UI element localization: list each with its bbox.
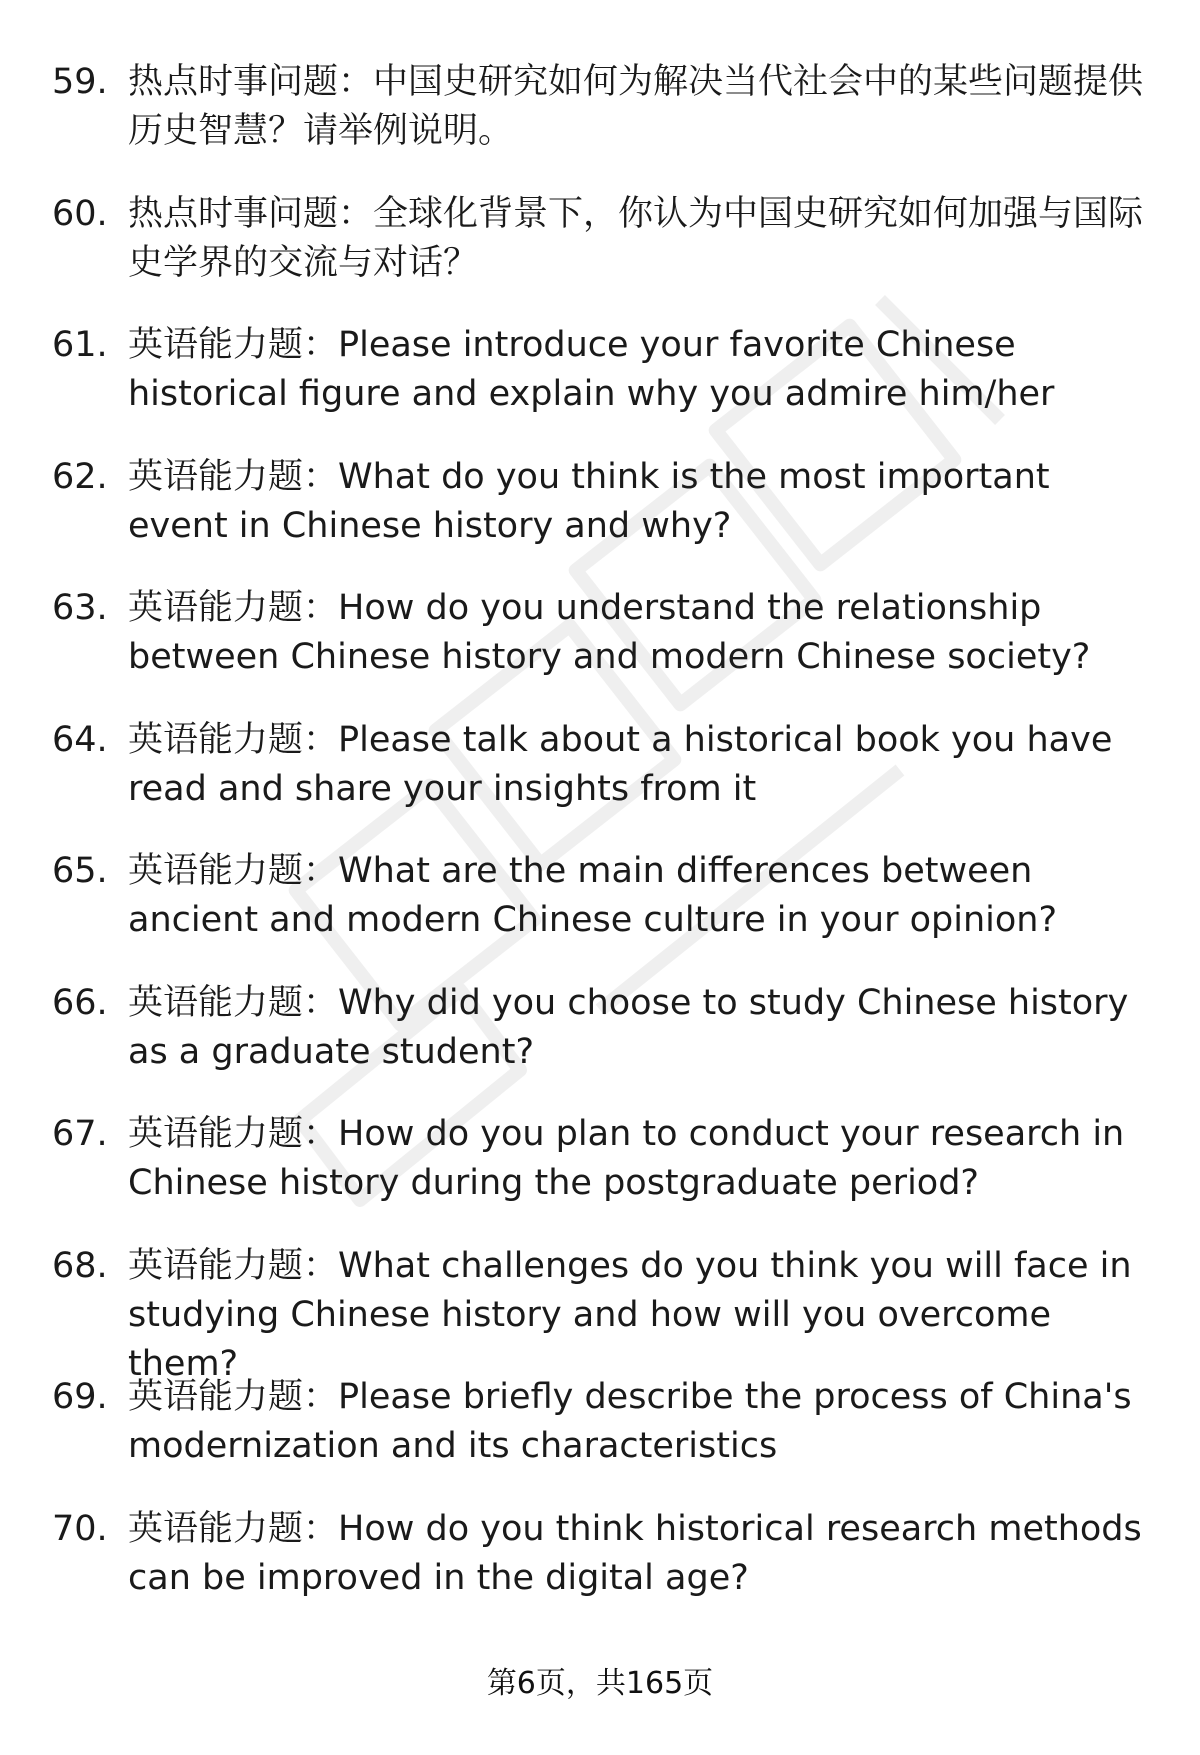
question-number: 64. bbox=[52, 719, 108, 760]
question-text: 英语能力题：Please briefly describe the process of China's modernization and its characteristics bbox=[128, 1377, 1132, 1466]
page-footer bbox=[0, 1664, 1200, 1704]
question-text: 英语能力题：What challenges do you think you will face in studying Chinese history and how will you overcome them? bbox=[128, 1245, 1132, 1384]
question-number: 69. bbox=[52, 1377, 108, 1417]
question-item bbox=[0, 979, 1200, 1111]
question-number: 68. bbox=[52, 1245, 108, 1286]
question-text: 英语能力题：What do you think is the most important event in Chinese history and why? bbox=[128, 456, 1050, 546]
question-list bbox=[0, 58, 1200, 1636]
question-number: 63. bbox=[52, 588, 108, 628]
question-item bbox=[0, 190, 1200, 322]
question-number: 59. bbox=[52, 62, 108, 102]
question-text: 英语能力题：Please talk about a historical book you have read and share your insights from it bbox=[128, 719, 1113, 809]
question-item bbox=[0, 716, 1200, 848]
question-number: 60. bbox=[52, 193, 108, 234]
question-text: 英语能力题：How do you think historical research methods can be improved in the digital age? bbox=[128, 1508, 1142, 1598]
question-item bbox=[0, 1373, 1200, 1505]
question-item bbox=[0, 1242, 1200, 1384]
question-text: 英语能力题：Why did you choose to study Chinese history as a graduate student? bbox=[128, 982, 1129, 1072]
question-text: 热点时事问题：中国史研究如何为解决当代社会中的某些问题提供历史智慧？请举例说明。 bbox=[128, 62, 1144, 151]
question-text: 热点时事问题：全球化背景下，你认为中国史研究如何加强与国际史学界的交流与对话？ bbox=[128, 193, 1144, 283]
question-item bbox=[0, 584, 1200, 716]
question-number: 66. bbox=[52, 982, 108, 1023]
question-item bbox=[0, 321, 1200, 453]
question-text: 英语能力题：How do you plan to conduct your research in Chinese history during the postgraduate period? bbox=[128, 1114, 1125, 1203]
question-number: 61. bbox=[52, 325, 108, 365]
question-text: 英语能力题：What are the main differences between ancient and modern Chinese culture in your opinion? bbox=[128, 851, 1058, 940]
question-number: 65. bbox=[52, 851, 108, 891]
question-number: 67. bbox=[52, 1114, 108, 1154]
question-item bbox=[0, 58, 1200, 190]
question-text: 英语能力题：How do you understand the relationship between Chinese history and modern Chinese society? bbox=[128, 588, 1091, 677]
question-number: 62. bbox=[52, 456, 108, 497]
question-text: 英语能力题：Please introduce your favorite Chinese historical figure and explain why you admire him/her bbox=[128, 325, 1055, 414]
page-number-label: 第6页，共165页 bbox=[486, 1666, 714, 1701]
question-item bbox=[0, 847, 1200, 979]
question-item bbox=[0, 453, 1200, 585]
question-item bbox=[0, 1110, 1200, 1242]
question-item bbox=[0, 1505, 1200, 1637]
question-number: 70. bbox=[52, 1508, 108, 1549]
